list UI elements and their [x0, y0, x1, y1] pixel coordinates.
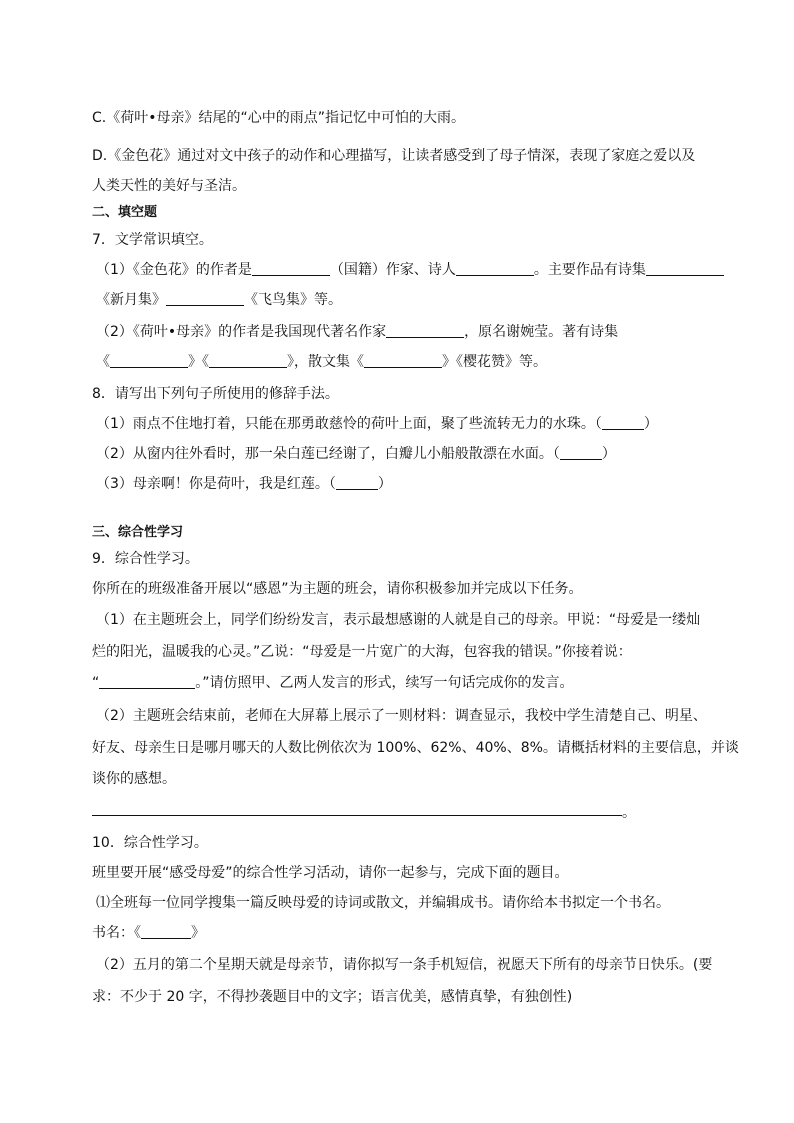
blank-writer[interactable]	[386, 322, 464, 338]
section-heading-fill: 二、填空题	[92, 205, 158, 220]
question-10-intro: 班里要开展“感受母爱”的综合性学习活动，请你一起参与，完成下面的题目。	[92, 865, 569, 881]
answer-line-end: 。	[622, 805, 636, 821]
question-9-2-cont-2: 谈你的感想。	[92, 771, 176, 787]
blank-poem-1[interactable]	[110, 352, 188, 368]
blank-speech[interactable]	[99, 673, 195, 689]
question-10-2-cont: 求：不少于 20 字，不得抄袭题目中的文字；语言优美，感情真挚，有独创性)	[92, 989, 573, 1005]
blank-collection[interactable]	[646, 260, 724, 276]
question-8-3: （3）母亲啊！你是荷叶，我是红莲。（ ）	[96, 476, 392, 492]
answer-line[interactable]	[92, 815, 622, 816]
question-7: 7．文学常识填空。	[92, 232, 213, 248]
option-d: D.《金色花》通过对文中孩子的动作和心理描写，让读者感受到了母子情深，表现了家庭之爱以及	[92, 148, 696, 164]
question-8: 8．请写出下列句子所使用的修辞手法。	[92, 386, 339, 402]
question-10-1-title: 书名：《 》	[92, 925, 205, 941]
question-8-1: （1）雨点不住地打着，只能在那勇敢慈怜的荷叶上面，聚了些流转无力的水珠。（ ）	[96, 416, 658, 432]
blank-rhetoric-1[interactable]	[602, 414, 644, 430]
blank-poem-2[interactable]	[209, 352, 287, 368]
question-9-2-cont: 好友、母亲生日是哪月哪天的人数比例依次为 100%、62%、40%、8%。请概括材料的主要信息，并谈	[92, 740, 739, 756]
option-c: C.《荷叶•母亲》结尾的“心中的雨点”指记忆中可怕的大雨。	[92, 110, 465, 126]
question-7-1-cont: 《新月集》 《飞鸟集》等。	[96, 292, 342, 308]
section-heading-comprehensive: 三、综合性学习	[92, 525, 184, 540]
blank-author[interactable]	[252, 260, 330, 276]
blank-rhetoric-3[interactable]	[336, 474, 378, 490]
blank-collection-2[interactable]	[166, 290, 244, 306]
question-9-1-cont: 烂的阳光，温暖我的心灵。”乙说：“母爱是一片宽广的大海，包容我的错误。”你接着说：	[92, 644, 632, 660]
option-d-cont: 人类天性的美好与圣洁。	[92, 178, 246, 194]
question-10-1: ⑴全班每一位同学搜集一篇反映母爱的诗词或散文，并编辑成书。请你给本书拟定一个书名。	[96, 895, 670, 911]
question-9-1-answer: “ 。”请仿照甲、乙两人发言的形式，续写一句话完成你的发言。	[92, 675, 574, 691]
question-9-intro: 你所在的班级准备开展以“感恩”为主题的班会，请你积极参加并完成以下任务。	[92, 581, 583, 597]
question-9-2: （2）主题班会结束前，老师在大屏幕上展示了一则材料：调查显示，我校中学生清楚自己、明星、	[96, 708, 707, 724]
blank-poet[interactable]	[456, 260, 534, 276]
question-7-1: （1）《金色花》的作者是 （国籍）作家、诗人 。主要作品有诗集	[96, 260, 724, 280]
blank-book-title[interactable]	[141, 923, 191, 939]
question-10: 10．综合性学习。	[92, 835, 208, 851]
blank-prose[interactable]	[364, 352, 442, 368]
question-10-2: （2）五月的第二个星期天就是母亲节，请你拟写一条手机短信，祝愿天下所有的母亲节日快乐。(要	[96, 957, 713, 973]
question-7-2: （2）《荷叶•母亲》的作者是我国现代著名作家 ，原名谢婉莹。著有诗集	[96, 324, 619, 340]
question-9: 9．综合性学习。	[92, 551, 199, 567]
blank-rhetoric-2[interactable]	[560, 444, 602, 460]
question-8-2: （2）从窗内往外看时，那一朵白莲已经谢了，白瓣儿小船般散漂在水面。（ ）	[96, 446, 616, 462]
question-9-1: （1）在主题班会上，同学们纷纷发言，表示最想感谢的人就是自己的母亲。甲说：“母爱是一缕灿	[96, 612, 701, 628]
question-7-2-cont: 《 》《 》，散文集《 》《樱花赞》等。	[96, 354, 547, 370]
